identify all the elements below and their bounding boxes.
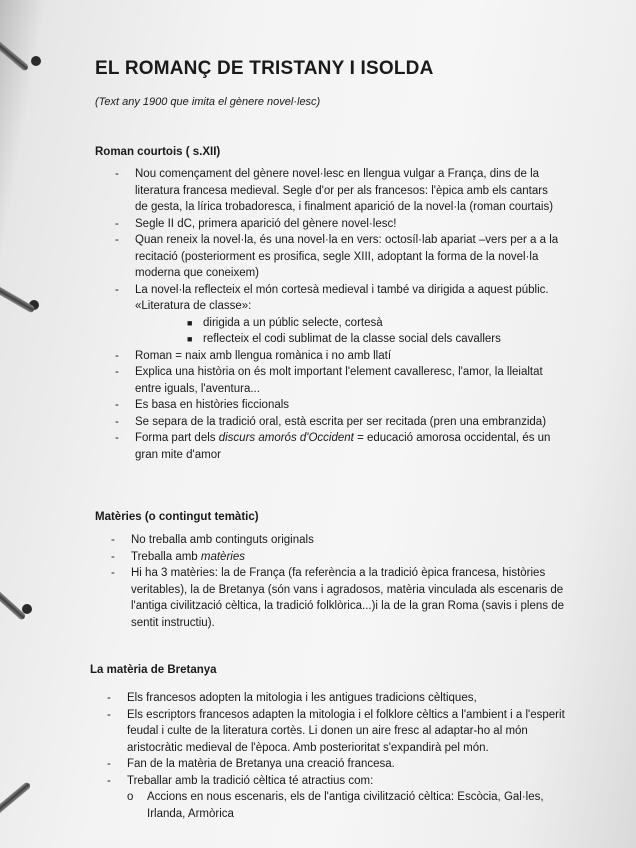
binder-ring-1 [31, 56, 41, 66]
list-item [115, 216, 560, 233]
document-title: EL ROMANÇ DE TRISTANY I ISOLDA [95, 58, 434, 79]
dash-bullet-icon: - [111, 550, 115, 563]
item-text-emphasis: discurs amorós d'Occident [218, 432, 354, 444]
item-text: reflecteix el codi sublimat de la classe social dels cavallers [203, 333, 501, 345]
list-item [107, 773, 569, 790]
item-text: Nou començament del gènere novel·lesc en llengua vulgar a França, dins de la literatura francesa medieval. Segle d'or per als francesos: l'èpica amb els cantars de gesta, la lírica trobadoresca, i finalment aparició de la novel·la (roman courtais) [135, 168, 554, 213]
dash-bullet-icon: - [115, 217, 119, 230]
dash-bullet-icon: - [107, 774, 111, 787]
item-text-emphasis: matèries [200, 550, 245, 563]
list-item [115, 166, 560, 216]
item-text: Hi ha 3 matèries: la de França (fa referència a la tradició èpica francesa, històries veritables), la de Bretanya (són vans i agradosos, matèria vinculada als escenaris de l'antiga civilització cèltica, la tradició folklòrica...)i la de la gran Roma (savis i plens de sentit instructiu). [131, 567, 564, 629]
section-heading-materies: Matèries (o contingut temàtic) [95, 511, 259, 523]
roman-courtois-list [115, 166, 560, 463]
item-text: No treballa amb continguts originals [131, 534, 314, 546]
list-item [115, 397, 560, 414]
list-item [115, 430, 560, 463]
item-text: dirigida a un públic selecte, cortesà [203, 316, 383, 329]
list-item [115, 348, 560, 365]
list-item [107, 707, 569, 757]
item-text: Els francesos adopten la mitologia i les antigues tradicions cèltiques, [127, 692, 477, 704]
list-item [115, 315, 560, 332]
document-subtitle: (Text any 1900 que imita el gènere novel·lesc) [95, 96, 321, 108]
item-text-post: = educació amorosa occidental, és un gran mite d'amor [135, 432, 551, 461]
dash-bullet-icon: - [107, 758, 111, 770]
dash-bullet-icon: - [107, 708, 111, 721]
dash-bullet-icon: - [115, 168, 119, 180]
binder-ring-wire-4 [0, 781, 31, 816]
square-bullet-icon: ■ [187, 317, 193, 328]
list-item [107, 789, 569, 822]
materia-bretanya-list [107, 690, 569, 822]
dash-bullet-icon: - [115, 283, 119, 296]
dash-bullet-icon: - [115, 349, 119, 362]
dash-bullet-icon: - [115, 415, 119, 428]
dash-bullet-icon: - [107, 692, 111, 704]
section-heading-roman-courtois: Roman courtois ( s.XII) [95, 146, 221, 158]
item-text: Accions en nous escenaris, els de l'antiga civilització cèltica: Escòcia, Gal·les, Irlanda, Armòrica [147, 791, 544, 820]
list-item [107, 756, 569, 773]
list-item [115, 282, 560, 315]
item-text: Es basa en històries ficcionals [135, 399, 290, 411]
section-heading-materia-bretanya: La matèria de Bretanya [90, 664, 217, 676]
item-text: Explica una història on és molt important l'element cavalleresc, l'amor, la lleialtat entre iguals, l'aventura... [135, 366, 543, 395]
circle-bullet-icon: o [127, 791, 134, 803]
item-text: Quan reneix la novel·la, és una novel·la en vers: octosíl·lab apariat –vers per a a la recitació (posteriorment es prosifica, segle XIII, adoptant la forma de la novel·la moderna que coneixem) [135, 234, 559, 279]
binder-ring-wire-3 [0, 585, 27, 621]
dash-bullet-icon: - [115, 399, 119, 411]
square-bullet-icon: ■ [187, 334, 193, 344]
list-item [111, 565, 566, 631]
dash-bullet-icon: - [115, 366, 119, 378]
dash-bullet-icon: - [111, 567, 115, 579]
dash-bullet-icon: - [115, 234, 119, 246]
binder-ring-wire-1 [0, 37, 29, 72]
list-item [115, 232, 560, 282]
list-item [115, 364, 560, 397]
list-item [107, 690, 569, 707]
dash-bullet-icon: - [115, 432, 119, 444]
list-item [111, 532, 566, 549]
item-text: Roman = naix amb llengua romànica i no amb llatí [135, 349, 392, 362]
list-item [115, 414, 560, 431]
binder-ring-wire-2 [0, 284, 36, 313]
materies-list [111, 532, 566, 631]
list-item [115, 331, 560, 348]
item-text: Segle II dC, primera aparició del gènere novel·lesc! [135, 217, 397, 230]
item-text: Se separa de la tradició oral, està escrita per ser recitada (pren una embranzida) [135, 415, 547, 428]
item-text-pre: Forma part dels [135, 432, 219, 444]
item-text: La novel·la reflecteix el món cortesà medieval i també va dirigida a aquest públic. «Literatura de classe»: [135, 283, 549, 312]
item-text: Fan de la matèria de Bretanya una creació francesa. [127, 758, 395, 770]
item-text: Treballar amb la tradició cèltica té atractius com: [127, 774, 374, 787]
item-text: Els escriptors francesos adapten la mitologia i el folklore cèltics a l'ambient i a l'esperit feudal i culte de la literatura cortès. Li donen un aire fresc al adaptar-ho al món aristocràtic medieval de l'època. Amb posterioritat s'expandirà pel món. [127, 708, 565, 754]
dash-bullet-icon: - [111, 534, 115, 546]
item-text-pre: Treballa amb [131, 550, 201, 563]
list-item [111, 549, 566, 566]
